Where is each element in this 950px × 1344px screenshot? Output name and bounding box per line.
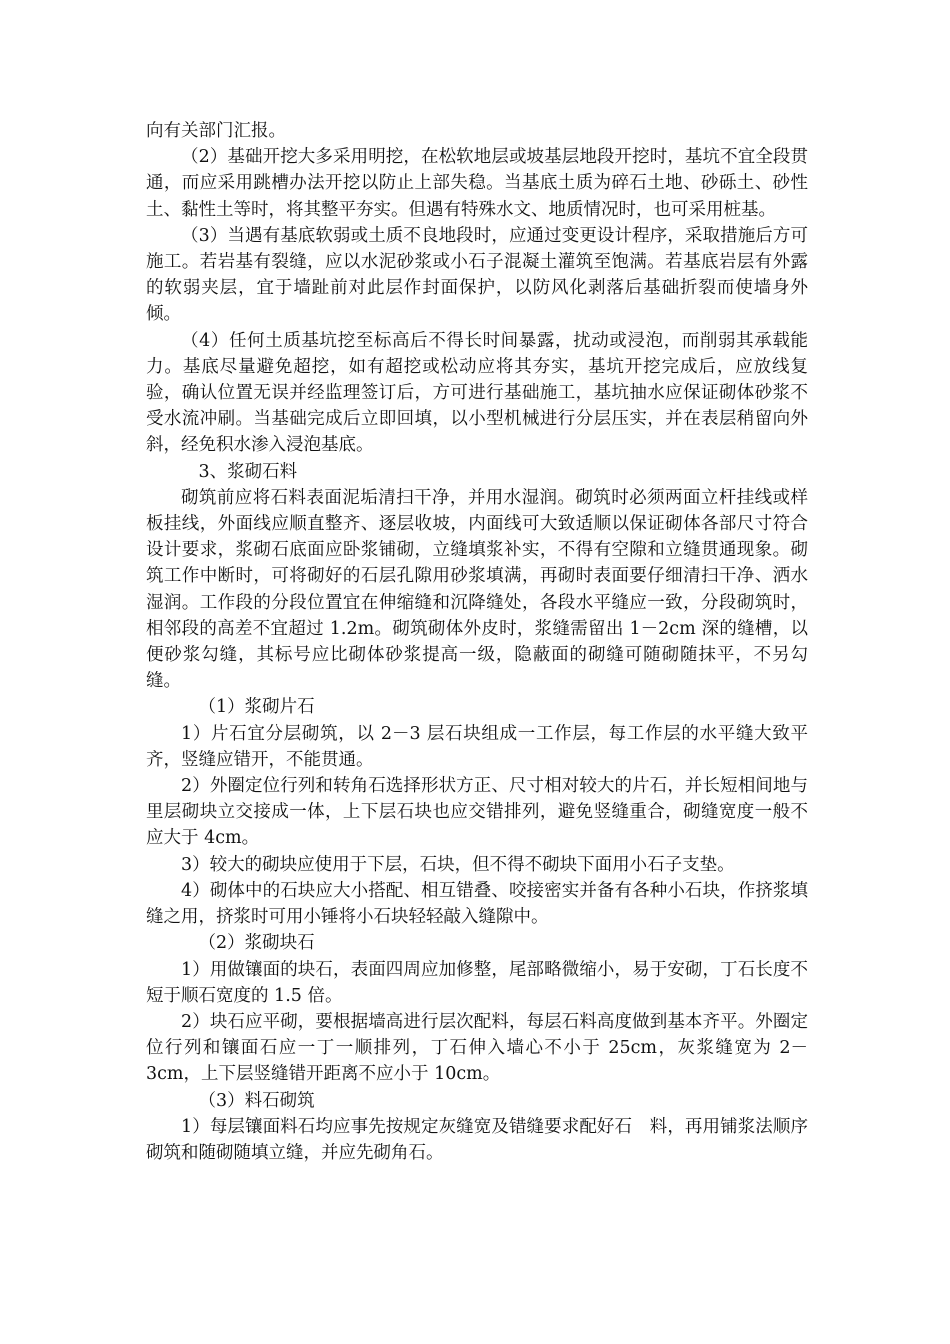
- subheading-rubble-stone: （1）浆砌片石: [198, 697, 315, 718]
- document-body: [146, 118, 808, 1166]
- paragraph-continuation: 向有关部门汇报。: [146, 121, 286, 141]
- paragraph-dressed-1: 1）每层镶面料石均应事先按规定灰缝宽及错缝要求配好石 料，再用铺浆法顺序砌筑和随砌随填立缝，并应先砌角石。: [146, 1116, 808, 1163]
- paragraph-item-2: （2）基础开挖大多采用明挖，在松软地层或坡基层地段开挖时，基坑不宜全段贯通，而应采用跳槽办法开挖以防止上部失稳。当基底土质为碎石土地、砂砾土、砂性土、黏性土等时，将其整平夯实。但遇有特殊水文、地质情况时，也可采用桩基。: [146, 147, 808, 220]
- paragraph-rubble-3: 3）较大的砌块应使用于下层，石块，但不得不砌块下面用小石子支垫。: [181, 854, 735, 875]
- subheading-dressed-stone: （3）料石砌筑: [198, 1090, 315, 1111]
- subheading-block-stone: （2）浆砌块石: [198, 933, 315, 954]
- paragraph-masonry-intro: 砌筑前应将石料表面泥垢清扫干净，并用水湿润。砌筑时必须两面立杆挂线或样板挂线，外面线应顺直整齐、逐层收坡，内面线可大致适顺以保证砌体各部尺寸符合设计要求，浆砌石底面应卧浆铺砌，立缝填浆补实，不得有空隙和立缝贯通现象。砌筑工作中断时，可将砌好的石层孔隙用砂浆填满，再砌时表面要仔细清扫干净、洒水湿润。工作段的分段位置宜在伸缩缝和沉降缝处，各段水平缝应一致，分段砌筑时，相邻段的高差不宜超过 1.2m。砌筑砌体外皮时，浆缝需留出 1－2cm 深的缝槽，以便砂浆勾缝，其标号应比砌体砂浆提高一级，隐蔽面的砌缝可随砌随抹平，不另勾缝。: [146, 487, 808, 692]
- section-heading-masonry: 3、浆砌石料: [198, 461, 298, 482]
- paragraph-block-1: 1）用做镶面的块石，表面四周应加修整，尾部略微缩小，易于安砌，丁石长度不短于顺石宽度的 1.5 倍。: [146, 959, 808, 1006]
- paragraph-rubble-1: 1）片石宜分层砌筑，以 2－3 层石块组成一工作层，每工作层的水平缝大致平齐，竖缝应错开，不能贯通。: [146, 723, 808, 770]
- paragraph-item-3: （3）当遇有基底软弱或土质不良地段时，应通过变更设计程序，采取措施后方可施工。若岩基有裂缝，应以水泥砂浆或小石子混凝土灌筑至饱满。若基底岩层有外露的软弱夹层，宜于墙趾前对此层作封面保护，以防风化剥落后基础折裂而使墙身外倾。: [146, 225, 808, 325]
- paragraph-item-4: （4）任何土质基坑挖至标高后不得长时间暴露，扰动或浸泡，而削弱其承载能力。基底尽量避免超挖，如有超挖或松动应将其夯实，基坑开挖完成后，应放线复验，确认位置无误并经监理签订后，方可进行基础施工，基坑抽水应保证砌体砂浆不受水流冲刷。当基础完成后立即回填，以小型机械进行分层压实，并在表层稍留向外斜，经免积水渗入浸泡基底。: [146, 330, 808, 456]
- paragraph-rubble-4: 4）砌体中的石块应大小搭配、相互错叠、咬接密实并备有各种小石块，作挤浆填缝之用，挤浆时可用小锤将小石块轻轻敲入缝隙中。: [146, 880, 808, 928]
- paragraph-rubble-2: 2）外圈定位行列和转角石选择形状方正、尺寸相对较大的片石，并长短相间地与里层砌块立交接成一体，上下层石块也应交错排列，避免竖缝重合，砌缝宽度一般不应大于 4cm。: [146, 776, 808, 849]
- paragraph-block-2: 2）块石应平砌，要根据墙高进行层次配料，每层石料高度做到基本齐平。外圈定位行列和镶面石应一丁一顺排列，丁石伸入墙心不小于 25cm，灰浆缝宽为 2－3cm，上下层竖缝错开距离不应小于 10cm。: [146, 1011, 808, 1085]
